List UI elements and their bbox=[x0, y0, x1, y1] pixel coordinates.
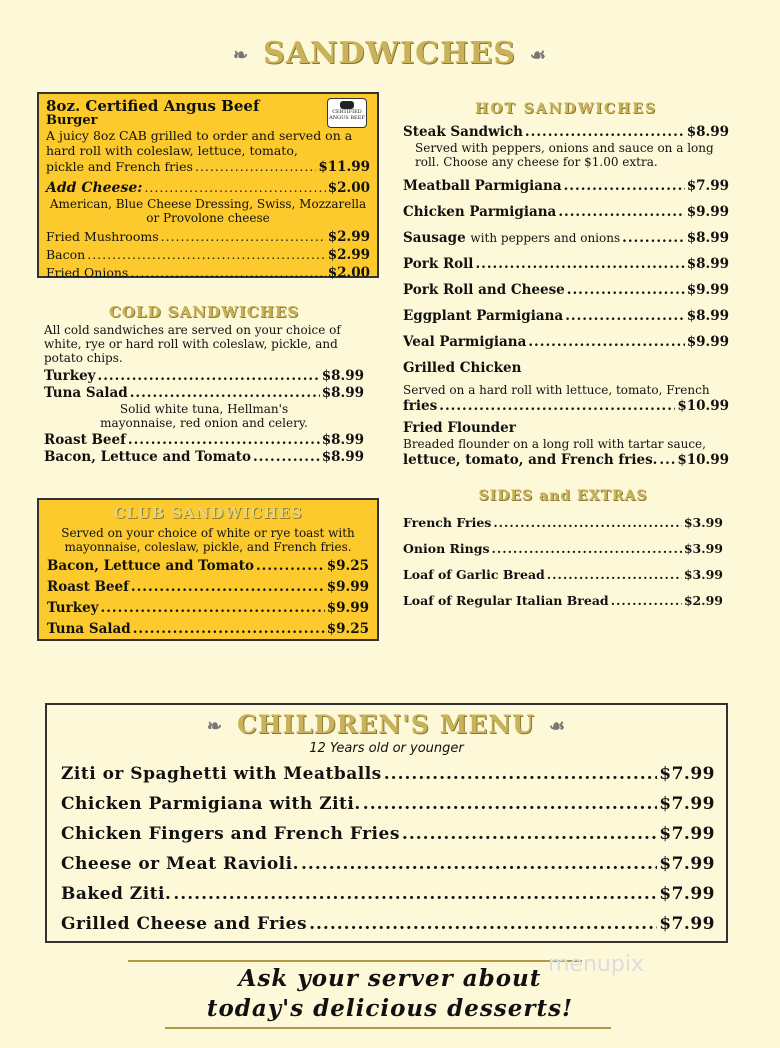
footer-divider-bottom bbox=[165, 1027, 611, 1029]
ornament-right-icon: ☙ bbox=[548, 716, 567, 737]
menu-item: Steak Sandwich ..... $8.99 bbox=[403, 123, 729, 141]
menu-item: lettuce, tomato, and French fries. ..... $10.99 bbox=[403, 451, 729, 469]
menu-item: Bacon, Lettuce and Tomato ..... $8.99 bbox=[44, 449, 364, 466]
menu-item: Grilled Cheese and Fries ..... $7.99 bbox=[61, 909, 715, 939]
menu-item: Turkey ..... $9.99 bbox=[47, 598, 369, 619]
grilled-chicken-note: Served on a hard roll with lettuce, tomato, French bbox=[403, 383, 710, 397]
menu-item: Bacon, Lettuce and Tomato ..... $9.25 bbox=[47, 556, 369, 577]
menu-item: Pork Roll and Cheese ..... $9.99 bbox=[403, 281, 729, 299]
menu-item: Chicken Parmigiana ..... $9.99 bbox=[403, 203, 729, 221]
menu-item: French Fries ..... $3.99 bbox=[403, 516, 723, 530]
menu-item: Fried Onions ..... $2.00 bbox=[46, 264, 370, 282]
menu-item: Roast Beef ..... $9.99 bbox=[47, 577, 369, 598]
menu-item: Bacon ..... $2.99 bbox=[46, 246, 370, 264]
ornament-left-icon: ❧ bbox=[232, 44, 250, 66]
certified-angus-beef-logo: CERTIFIED ANGUS BEEF bbox=[327, 98, 367, 128]
menu-item: Sausage with peppers and onions ..... $8.99 bbox=[403, 229, 729, 247]
tuna-note: Solid white tuna, Hellman's mayonnaise, red onion and celery. bbox=[100, 402, 308, 430]
hot-sandwiches-section bbox=[403, 101, 729, 469]
menu-item: Tuna Salad ..... $8.99 bbox=[44, 385, 364, 402]
footer-divider-top bbox=[128, 960, 582, 962]
cold-sandwiches-section bbox=[44, 303, 364, 466]
menu-item: Meatball Parmigiana ..... $7.99 bbox=[403, 177, 729, 195]
menu-item: Tuna Salad ..... $9.25 bbox=[47, 619, 369, 640]
menu-item: Pork Roll ..... $8.99 bbox=[403, 255, 729, 273]
menu-item: fries ..... $10.99 bbox=[403, 397, 729, 415]
angus-burger-box bbox=[37, 92, 379, 281]
cheese-options: American, Blue Cheese Dressing, Swiss, Mozzarella or Provolone cheese bbox=[49, 197, 367, 225]
sides-section bbox=[403, 488, 723, 608]
section-title: HOT SANDWICHES bbox=[474, 101, 658, 117]
menu-item: Onion Rings ..... $3.99 bbox=[403, 542, 723, 556]
club-description: Served on your choice of white or rye toast with mayonnaise, coleslaw, pickle, and French fries. bbox=[61, 526, 355, 554]
childrens-menu-list bbox=[61, 759, 715, 939]
cow-icon bbox=[340, 101, 354, 109]
childrens-menu-title: ❧ CHILDREN'S MENU ☙ bbox=[206, 710, 567, 739]
menu-item: Roast Beef ..... $8.99 bbox=[44, 432, 364, 449]
cold-description: All cold sandwiches are served on your choice of white, rye or hard roll with coleslaw, pickle, and potato chips. bbox=[44, 323, 341, 365]
childrens-menu-box bbox=[45, 703, 728, 943]
menu-item: Cheese or Meat Ravioli. ..... $7.99 bbox=[61, 849, 715, 879]
menu-item: Chicken Parmigiana with Ziti. ..... $7.99 bbox=[61, 789, 715, 819]
angus-description: A juicy 8oz CAB grilled to order and served on a hard roll with coleslaw, lettuce, tomato, bbox=[46, 128, 353, 158]
menu-item: Chicken Fingers and French Fries ..... $7.99 bbox=[61, 819, 715, 849]
fried-flounder-note: Breaded flounder on a long roll with tartar sauce, bbox=[403, 437, 706, 451]
childrens-menu-subtitle: 12 Years old or younger bbox=[309, 741, 464, 756]
section-title: CLUB SANDWICHES bbox=[113, 504, 303, 522]
menu-item: Loaf of Garlic Bread ..... $3.99 bbox=[403, 568, 723, 582]
fried-flounder-title: Fried Flounder bbox=[403, 420, 516, 436]
steak-note: Served with peppers, onions and sauce on a long roll. Choose any cheese for $1.00 extra. bbox=[415, 141, 714, 169]
section-title: SIDES and EXTRAS bbox=[478, 488, 648, 504]
ornament-left-icon: ❧ bbox=[206, 716, 223, 737]
menu-item: Fried Mushrooms ..... $2.99 bbox=[46, 228, 370, 246]
menu-item: pickle and French fries ..... $11.99 bbox=[46, 158, 370, 176]
menu-item: Baked Ziti. ..... $7.99 bbox=[61, 879, 715, 909]
footer-dessert-note: Ask your server about today's delicious desserts! bbox=[206, 965, 574, 1022]
angus-title: 8oz. Certified Angus Beef bbox=[46, 97, 260, 115]
ornament-right-icon: ☙ bbox=[529, 44, 548, 66]
menu-item: Veal Parmigiana ..... $9.99 bbox=[403, 333, 729, 351]
grilled-chicken-title: Grilled Chicken bbox=[403, 360, 522, 376]
menu-item: Ziti or Spaghetti with Meatballs ..... $7.99 bbox=[61, 759, 715, 789]
add-cheese-row: Add Cheese: ..... $2.00 bbox=[46, 179, 370, 197]
menu-item: Loaf of Regular Italian Bread ..... $2.99 bbox=[403, 594, 723, 608]
page-title: ❧ SANDWICHES ☙ bbox=[232, 36, 548, 71]
menu-item: Turkey ..... $8.99 bbox=[44, 368, 364, 385]
club-sandwiches-box bbox=[37, 498, 379, 641]
section-title: COLD SANDWICHES bbox=[108, 303, 300, 321]
angus-subtitle: Burger bbox=[46, 113, 98, 128]
menu-item: Eggplant Parmigiana ..... $8.99 bbox=[403, 307, 729, 325]
watermark: menupix bbox=[548, 952, 644, 977]
